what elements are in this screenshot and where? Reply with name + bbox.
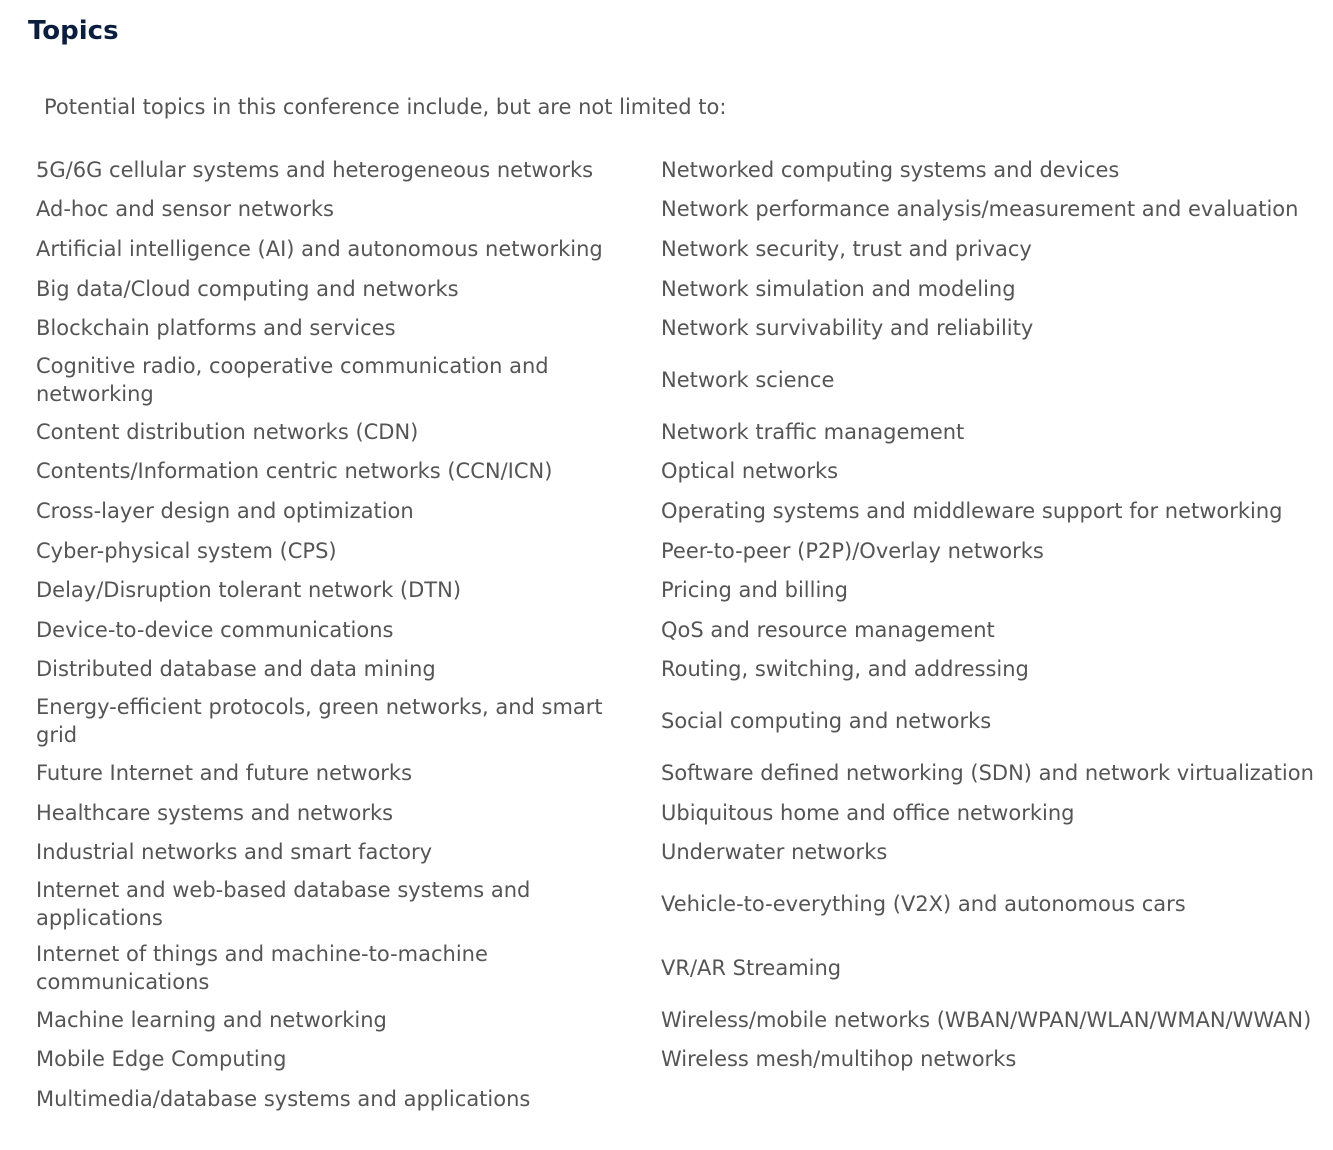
table-row xyxy=(26,1040,1326,1080)
topic-cell: Content distribution networks (CDN) xyxy=(36,419,419,444)
table-row xyxy=(26,570,1326,610)
table-row xyxy=(26,832,1326,872)
table-row xyxy=(26,650,1326,690)
topic-cell: VR/AR Streaming xyxy=(661,955,842,980)
topic-cell: Optical networks xyxy=(661,459,839,484)
topic-cell: QoS and resource management xyxy=(661,617,995,642)
table-row xyxy=(26,531,1326,571)
topic-cell: Artificial intelligence (AI) and autonomous networking xyxy=(36,236,603,261)
table-row xyxy=(26,308,1326,348)
topic-cell: Ad-hoc and sensor networks xyxy=(36,197,334,222)
topic-cell: Networked computing systems and devices xyxy=(661,157,1120,182)
page-title: Topics xyxy=(28,16,119,46)
table-row xyxy=(26,610,1326,650)
table-row xyxy=(26,348,1326,412)
topic-cell: Future Internet and future networks xyxy=(36,760,413,785)
topic-cell: Internet and web-based database systems and applications xyxy=(36,877,531,930)
topic-cell: Internet of things and machine-to-machine communications xyxy=(36,941,488,994)
topic-cell: Industrial networks and smart factory xyxy=(36,840,433,865)
topic-cell: Blockchain platforms and services xyxy=(36,316,396,341)
topic-cell: Network survivability and reliability xyxy=(661,316,1034,341)
intro-text: Potential topics in this conference include, but are not limited to: xyxy=(44,95,727,119)
topic-cell: Energy-efficient protocols, green networks, and smart grid xyxy=(36,695,603,748)
topic-cell: Delay/Disruption tolerant network (DTN) xyxy=(36,578,462,603)
topic-cell: Network security, trust and privacy xyxy=(661,236,1032,261)
topic-cell: Operating systems and middleware support for networking xyxy=(661,498,1283,523)
topic-cell: Distributed database and data mining xyxy=(36,657,436,682)
topic-cell: Wireless/mobile networks (WBAN/WPAN/WLAN/WMAN/WWAN) xyxy=(661,1007,1312,1032)
table-row xyxy=(26,936,1326,1000)
topics-table xyxy=(26,150,1326,1119)
topic-cell: Pricing and billing xyxy=(661,578,848,603)
topic-cell: Network science xyxy=(661,367,835,392)
table-row xyxy=(26,872,1326,936)
topic-cell: Network traffic management xyxy=(661,419,965,444)
topic-cell: Machine learning and networking xyxy=(36,1007,387,1032)
topic-cell: Peer-to-peer (P2P)/Overlay networks xyxy=(661,538,1044,563)
topic-cell: Wireless mesh/multihop networks xyxy=(661,1047,1017,1072)
table-row xyxy=(26,412,1326,452)
topic-cell: 5G/6G cellular systems and heterogeneous networks xyxy=(36,157,594,182)
topic-cell: Routing, switching, and addressing xyxy=(661,657,1029,682)
table-row xyxy=(26,1079,1326,1119)
topic-cell: Mobile Edge Computing xyxy=(36,1047,287,1072)
table-row xyxy=(26,491,1326,531)
table-row xyxy=(26,689,1326,753)
topic-cell: Cognitive radio, cooperative communication and networking xyxy=(36,353,549,406)
table-row xyxy=(26,150,1326,190)
topic-cell: Cross-layer design and optimization xyxy=(36,498,414,523)
table-row xyxy=(26,190,1326,230)
topic-cell: Ubiquitous home and office networking xyxy=(661,800,1075,825)
topic-cell: Contents/Information centric networks (CCN/ICN) xyxy=(36,459,553,484)
topic-cell: Big data/Cloud computing and networks xyxy=(36,276,459,301)
topic-cell: Underwater networks xyxy=(661,840,888,865)
topic-cell: Healthcare systems and networks xyxy=(36,800,394,825)
topics-table-body xyxy=(26,150,1326,1119)
table-row xyxy=(26,452,1326,492)
topic-cell: Network performance analysis/measurement and evaluation xyxy=(661,197,1299,222)
topic-cell: Social computing and networks xyxy=(661,709,992,734)
topic-cell: Device-to-device communications xyxy=(36,617,394,642)
table-row xyxy=(26,753,1326,793)
topic-cell: Cyber-physical system (CPS) xyxy=(36,538,337,563)
topic-cell: Network simulation and modeling xyxy=(661,276,1016,301)
table-row xyxy=(26,793,1326,833)
table-row xyxy=(26,1000,1326,1040)
topic-cell xyxy=(651,1079,1326,1119)
topic-cell: Multimedia/database systems and applications xyxy=(36,1086,531,1111)
topic-cell: Software defined networking (SDN) and network virtualization xyxy=(661,760,1314,785)
table-row xyxy=(26,269,1326,309)
table-row xyxy=(26,229,1326,269)
topic-cell: Vehicle-to-everything (V2X) and autonomous cars xyxy=(661,891,1186,916)
